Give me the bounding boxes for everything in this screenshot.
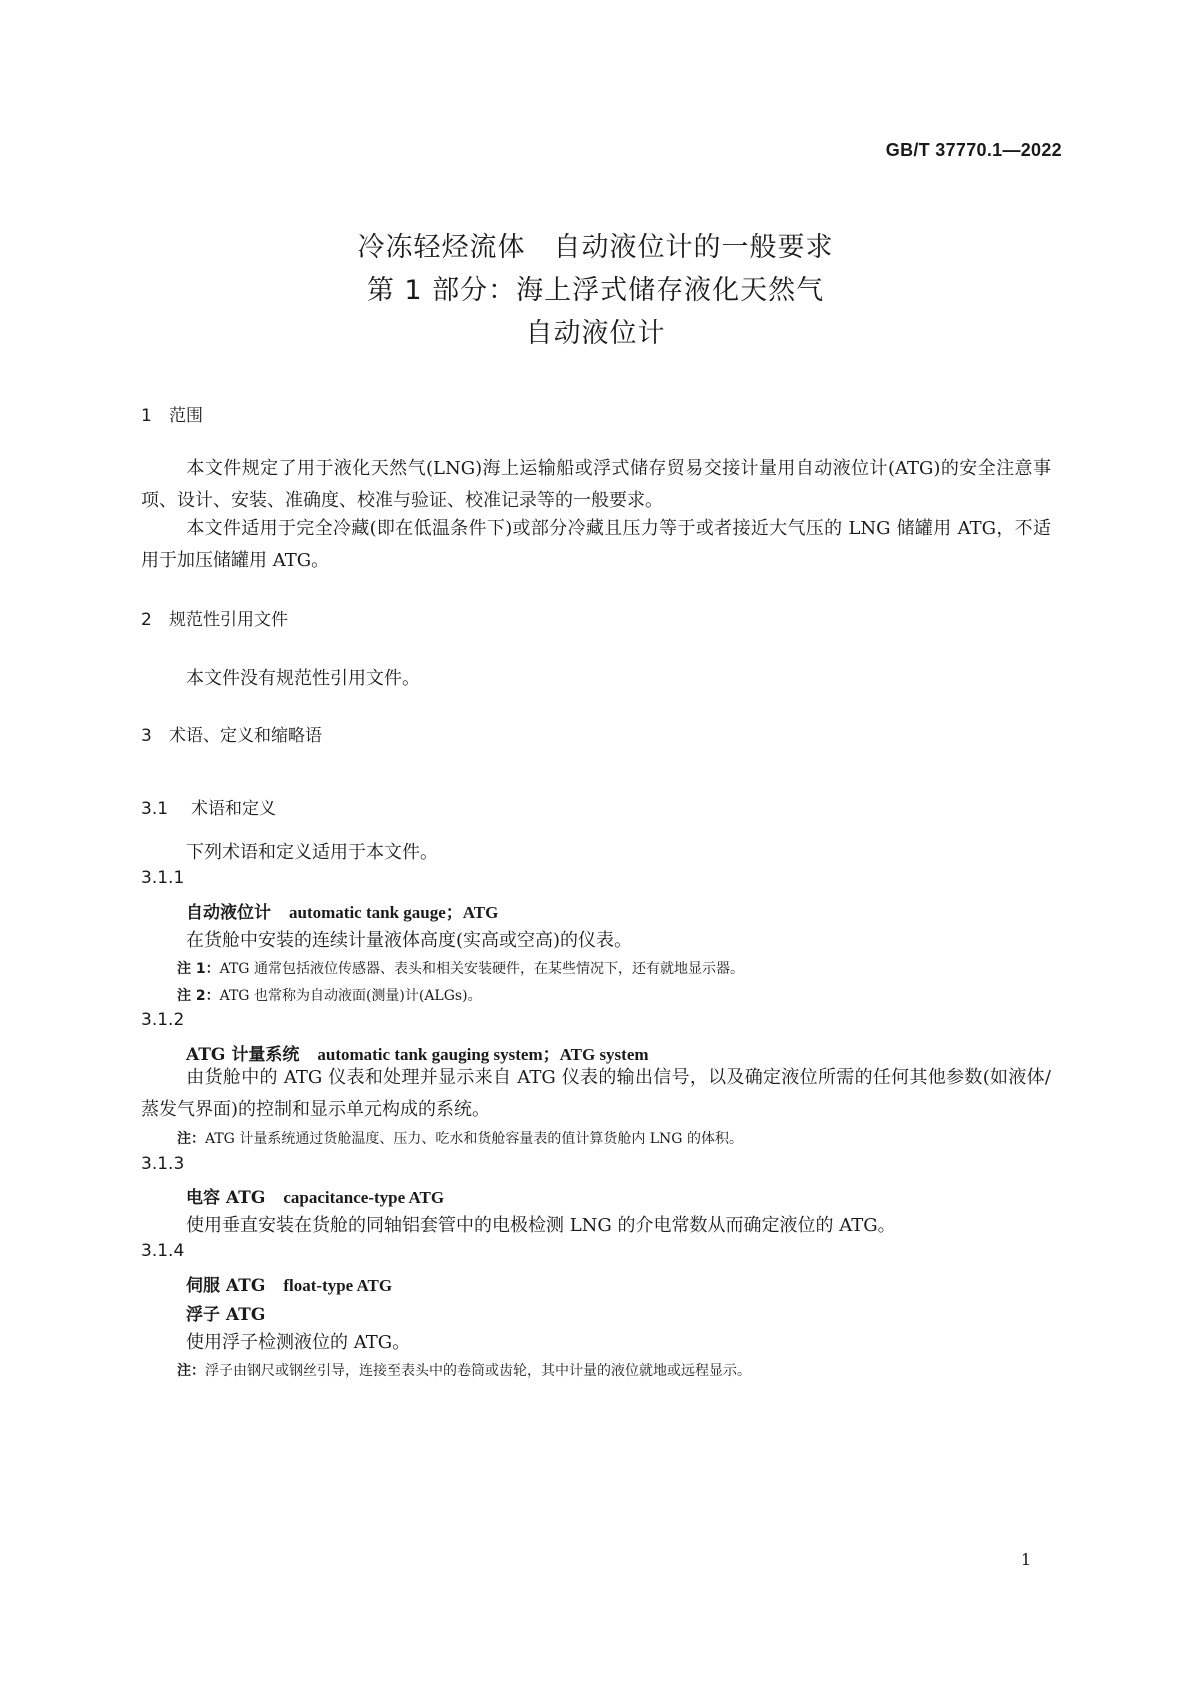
section-number: 1 bbox=[141, 406, 152, 426]
section-2-heading bbox=[141, 605, 288, 630]
term-note: 注：ATG 计量系统通过货舱温度、压力、吃水和货舱容量表的值计算货舱内 LNG 的体积。 bbox=[177, 1131, 743, 1147]
term-zh: 电容 ATG bbox=[186, 1188, 266, 1208]
title-line-1: 冷冻轻烃流体 自动液位计的一般要求 bbox=[357, 232, 834, 263]
term-number: 3.1.2 bbox=[141, 1010, 185, 1030]
title-line-3: 自动液位计 bbox=[525, 318, 666, 349]
section-title: 范围 bbox=[169, 406, 203, 426]
term-zh: 伺服 ATG bbox=[186, 1276, 266, 1296]
term-definition: 在货舱中安装的连续计量液体高度(实高或空高)的仪表。 bbox=[186, 930, 633, 951]
title-line-2: 第 1 部分：海上浮式储存液化天然气 bbox=[366, 275, 825, 306]
term-number: 3.1.3 bbox=[141, 1154, 185, 1174]
section-title: 术语和定义 bbox=[191, 799, 276, 819]
section-number: 2 bbox=[141, 610, 152, 630]
section-title: 规范性引用文件 bbox=[169, 610, 288, 630]
term-definition: 使用浮子检测液位的 ATG。 bbox=[186, 1332, 411, 1353]
standard-code: GB/T 37770.1—2022 bbox=[885, 140, 1062, 160]
term-definition: 使用垂直安装在货舱的同轴铝套管中的电极检测 LNG 的介电常数从而确定液位的 ATG。 bbox=[186, 1215, 896, 1236]
section-number: 3 bbox=[141, 726, 152, 746]
term-en: automatic tank gauge；ATG bbox=[289, 903, 499, 922]
section-1-paragraph-2: 本文件适用于完全冷藏(即在低温条件下)或部分冷藏且压力等于或者接近大气压的 LNG 储罐用 ATG，不适用于加压储罐用 ATG。 bbox=[141, 518, 1051, 571]
term-note: 注：浮子由钢尺或钢丝引导，连接至表头中的卷筒或齿轮，其中计量的液位就地或远程显示。 bbox=[177, 1363, 751, 1379]
term-zh: ATG 计量系统 bbox=[186, 1045, 300, 1065]
term-definition: 由货舱中的 ATG 仪表和处理并显示来自 ATG 仪表的输出信号，以及确定液位所需的任何其他参数(如液体/蒸发气界面)的控制和显示单元构成的系统。 bbox=[141, 1067, 1051, 1120]
term-note: 注 2：ATG 也常称为自动液面(测量)计(ALGs)。 bbox=[177, 988, 482, 1004]
term-number: 3.1.4 bbox=[141, 1241, 185, 1261]
term-heading bbox=[186, 1183, 444, 1208]
page-number: 1 bbox=[1020, 1550, 1031, 1569]
term-en: capacitance-type ATG bbox=[283, 1188, 445, 1207]
section-number: 3.1 bbox=[141, 799, 169, 819]
term-en: automatic tank gauging system；ATG system bbox=[317, 1045, 649, 1064]
term-alt-heading: 浮子 ATG bbox=[186, 1305, 266, 1325]
term-en: float-type ATG bbox=[283, 1276, 393, 1295]
section-title: 术语、定义和缩略语 bbox=[169, 726, 322, 746]
term-note: 注 1：ATG 通常包括液位传感器、表头和相关安装硬件，在某些情况下，还有就地显示器。 bbox=[177, 961, 744, 977]
section-2-paragraph: 本文件没有规范性引用文件。 bbox=[186, 668, 420, 689]
section-1-heading bbox=[141, 401, 203, 426]
section-3-1-paragraph: 下列术语和定义适用于本文件。 bbox=[186, 842, 438, 863]
term-zh: 自动液位计 bbox=[186, 903, 271, 923]
term-number: 3.1.1 bbox=[141, 868, 185, 888]
term-heading bbox=[186, 898, 498, 923]
term-heading bbox=[186, 1271, 392, 1296]
section-3-heading bbox=[141, 721, 322, 746]
section-1-paragraph-1: 本文件规定了用于液化天然气(LNG)海上运输船或浮式储存贸易交接计量用自动液位计(ATG)的安全注意事项、设计、安装、准确度、校准与验证、校准记录等的一般要求。 bbox=[141, 458, 1051, 511]
section-3-1-heading bbox=[141, 794, 276, 819]
